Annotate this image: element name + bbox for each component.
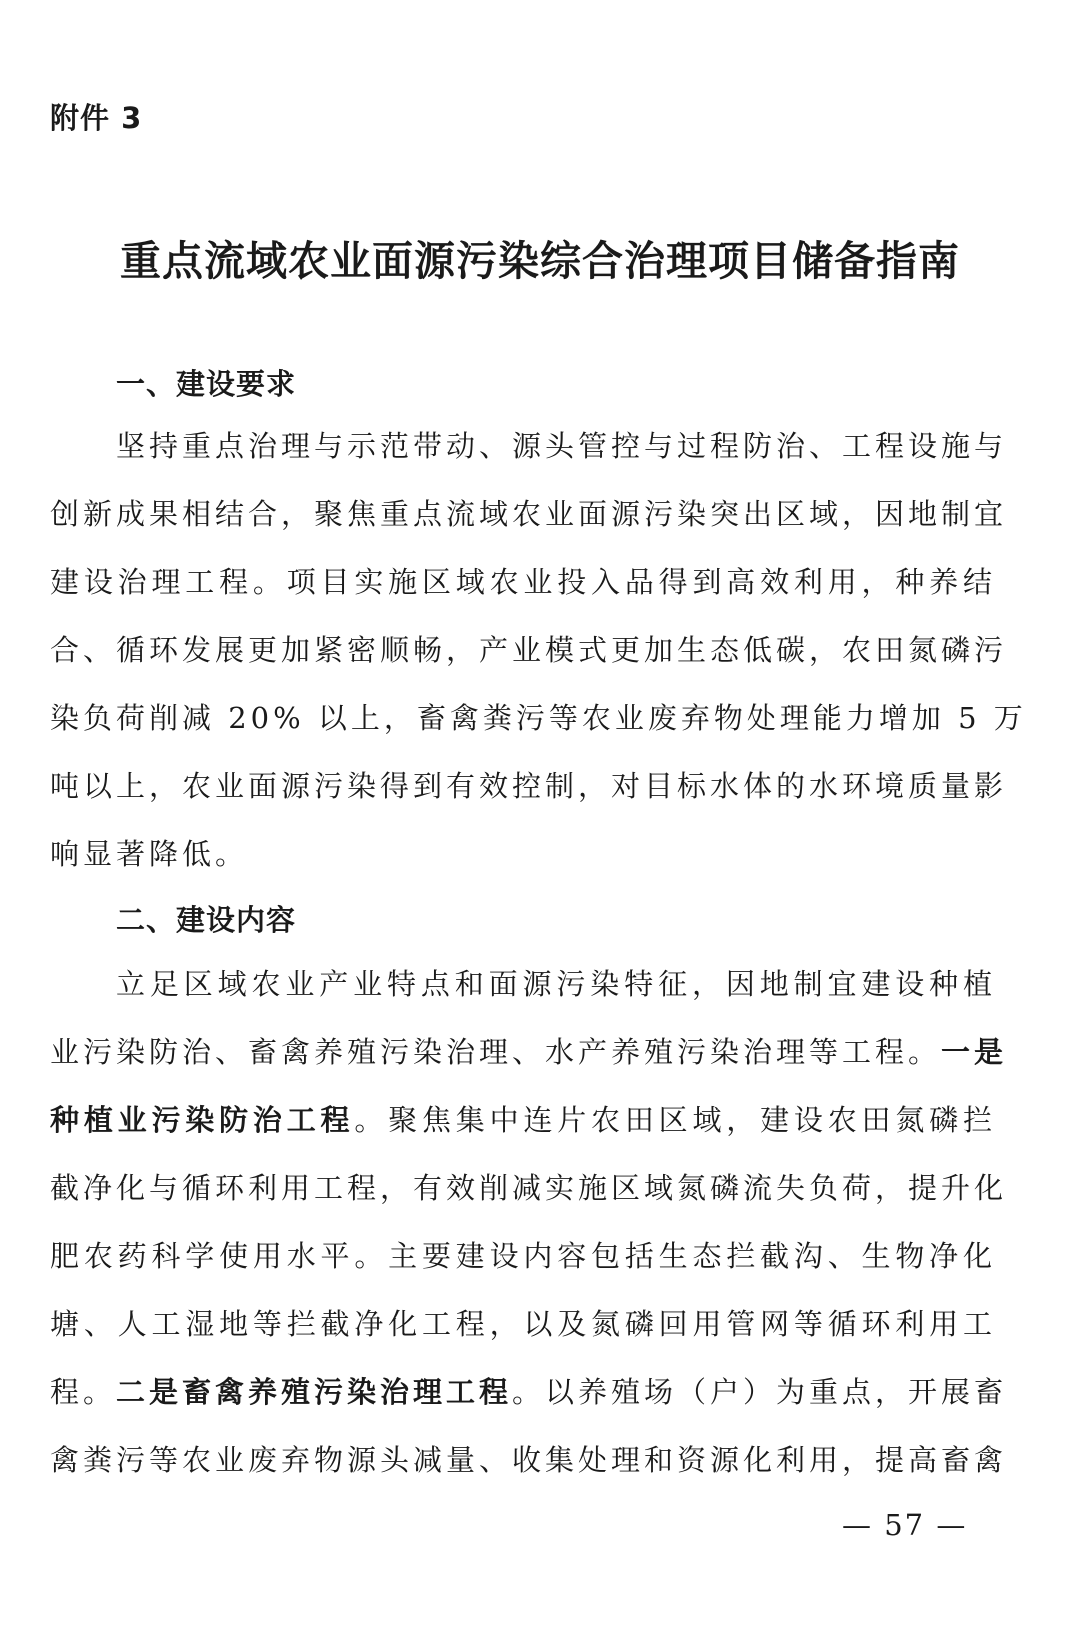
paragraph-content xyxy=(50,950,1008,1494)
page-number: — 57 — xyxy=(842,1508,968,1542)
attachment-label: 附件 3 xyxy=(50,101,143,135)
text-line: 吨以上，农业面源污染得到有效控制，对目标水体的水环境质量影 xyxy=(50,769,1008,803)
text-segment: 业污染防治、畜禽养殖污染治理、水产养殖污染治理等工程。 xyxy=(50,1035,942,1069)
text-segment: 。以养殖场（户）为重点，开展畜 xyxy=(512,1375,1008,1409)
text-line: 禽粪污等农业废弃物源头减量、收集处理和资源化利用，提高畜禽 xyxy=(50,1443,1008,1477)
text-line: 响显著降低。 xyxy=(50,837,249,871)
document-title: 重点流域农业面源污染综合治理项目储备指南 xyxy=(120,237,960,285)
text-line: 染负荷削减 20% 以上，畜禽粪污等农业废弃物处理能力增加 5 万 xyxy=(50,701,1027,735)
section-heading-content: 二、建设内容 xyxy=(116,903,297,937)
text-line xyxy=(50,1358,1008,1426)
emphasis-text: 一是 xyxy=(941,1035,1008,1069)
text-line xyxy=(50,1086,996,1154)
paragraph-requirements xyxy=(50,412,1027,888)
text-line: 截净化与循环利用工程，有效削减实施区域氮磷流失负荷，提升化 xyxy=(50,1171,1008,1205)
text-line: 立足区域农业产业特点和面源污染特征，因地制宜建设种植 xyxy=(116,967,996,1001)
text-line: 建设治理工程。项目实施区域农业投入品得到高效利用，种养结 xyxy=(50,565,996,599)
text-line: 创新成果相结合，聚焦重点流域农业面源污染突出区域，因地制宜 xyxy=(50,497,1008,531)
text-segment: 程。 xyxy=(50,1375,117,1409)
text-line: 塘、人工湿地等拦截净化工程，以及氮磷回用管网等循环利用工 xyxy=(50,1307,996,1341)
text-line: 肥农药科学使用水平。主要建设内容包括生态拦截沟、生物净化 xyxy=(50,1239,996,1273)
text-line xyxy=(50,1018,1008,1086)
emphasis-text: 二是畜禽养殖污染治理工程 xyxy=(116,1375,513,1409)
section-heading-requirements: 一、建设要求 xyxy=(116,367,297,401)
emphasis-text: 种植业污染防治工程 xyxy=(50,1103,355,1137)
text-segment: 。聚焦集中连片农田区域，建设农田氮磷拦 xyxy=(354,1103,996,1137)
text-line: 坚持重点治理与示范带动、源头管控与过程防治、工程设施与 xyxy=(116,429,1008,463)
text-line: 合、循环发展更加紧密顺畅，产业模式更加生态低碳，农田氮磷污 xyxy=(50,633,1008,667)
